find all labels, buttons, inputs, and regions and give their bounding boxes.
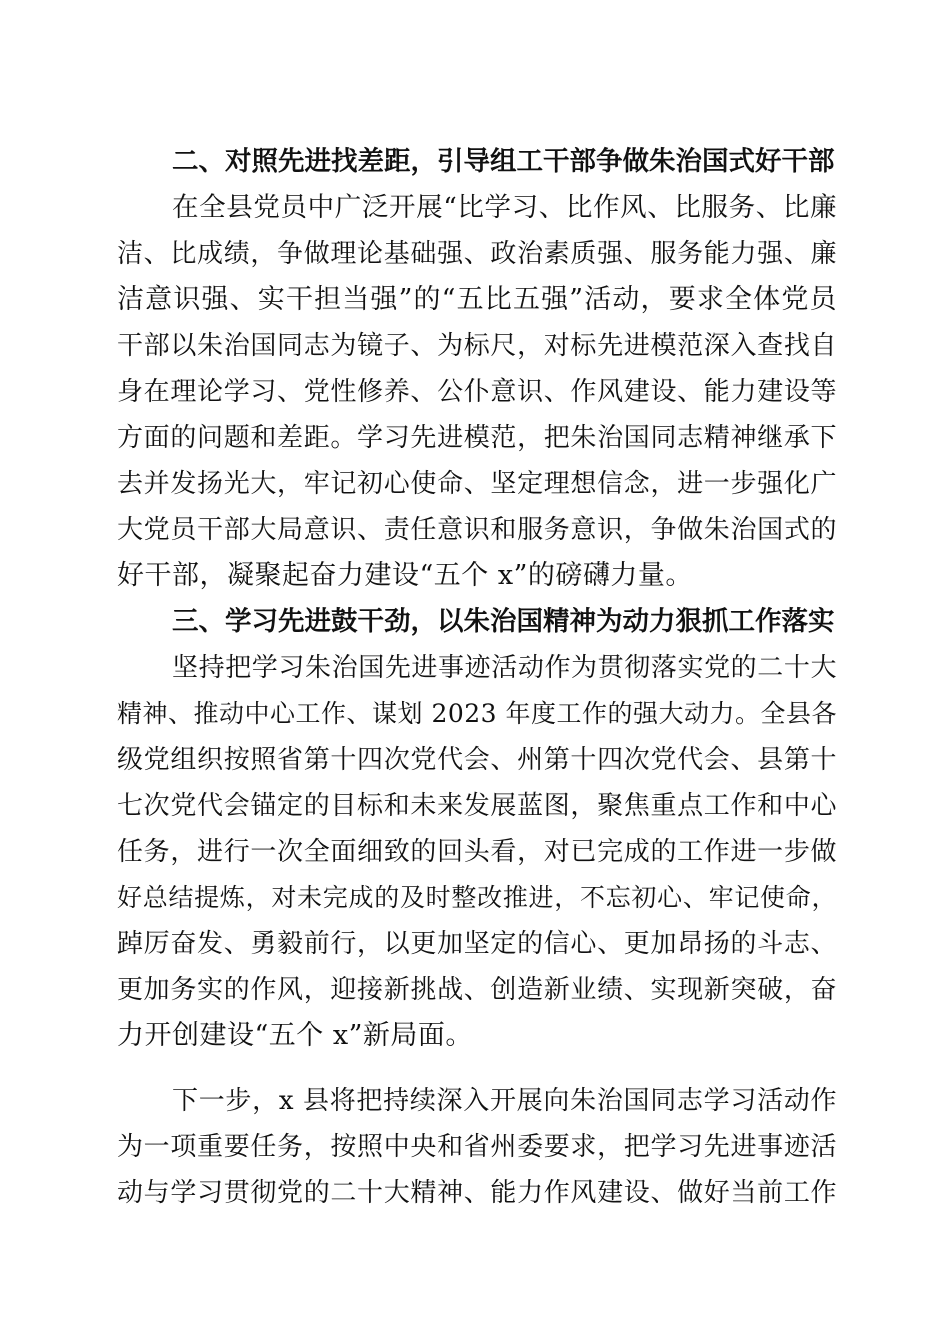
- section-2-line-4: 干部以朱治国同志为镜子、为标尺，对标先进模范深入查找自: [117, 331, 837, 361]
- section-3-line-1: 坚持把学习朱治国先进事迹活动作为贯彻落实党的二十大: [172, 653, 837, 683]
- next-step-line-1: 下一步，x 县将把持续深入开展向朱治国同志学习活动作: [172, 1086, 837, 1116]
- section-2-line-7: 去并发扬光大，牢记初心使命、坚定理想信念，进一步强化广: [117, 469, 837, 499]
- section-3-line-6: 好总结提炼，对未完成的及时整改推进，不忘初心、牢记使命，: [117, 883, 837, 912]
- section-3-line-7: 踔厉奋发、勇毅前行，以更加坚定的信心、更加昂扬的斗志、: [117, 929, 837, 959]
- section-2-line-9: 好干部，凝聚起奋力建设“五个 x”的磅礴力量。: [117, 560, 693, 591]
- section-2-line-3: 洁意识强、实干担当强”的“五比五强”活动，要求全体党员: [117, 284, 837, 315]
- section-3-line-4: 七次党代会锚定的目标和未来发展蓝图，聚焦重点工作和中心: [117, 791, 837, 821]
- section-2-line-8: 大党员干部大局意识、责任意识和服务意识，争做朱治国式的: [117, 515, 837, 545]
- section-3-line-3: 级党组织按照省第十四次党代会、州第十四次党代会、县第十: [117, 745, 837, 775]
- section-3-line-9: 力开创建设“五个 x”新局面。: [117, 1020, 473, 1051]
- section-2-heading: 二、对照先进找差距，引导组工干部争做朱治国式好干部: [172, 146, 835, 177]
- section-3-line-5: 任务，进行一次全面细致的回头看，对已完成的工作进一步做: [117, 837, 837, 867]
- section-2-line-5: 身在理论学习、党性修养、公仆意识、作风建设、能力建设等: [117, 377, 837, 407]
- section-2-line-2: 洁、比成绩，争做理论基础强、政治素质强、服务能力强、廉: [117, 239, 837, 269]
- section-3-line-8: 更加务实的作风，迎接新挑战、创造新业绩、实现新突破，奋: [117, 975, 837, 1005]
- next-step-line-2: 为一项重要任务，按照中央和省州委要求，把学习先进事迹活: [117, 1132, 837, 1162]
- section-3-heading: 三、学习先进鼓干劲，以朱治国精神为动力狠抓工作落实: [172, 606, 835, 637]
- next-step-line-3: 动与学习贯彻党的二十大精神、能力作风建设、做好当前工作: [117, 1178, 837, 1208]
- section-2-line-1: 在全县党员中广泛开展“比学习、比作风、比服务、比廉: [172, 192, 837, 223]
- section-2-line-6: 方面的问题和差距。学习先进模范，把朱治国同志精神继承下: [117, 423, 837, 453]
- section-3-line-2: 精神、推动中心工作、谋划 2023 年度工作的强大动力。全县各: [117, 699, 838, 728]
